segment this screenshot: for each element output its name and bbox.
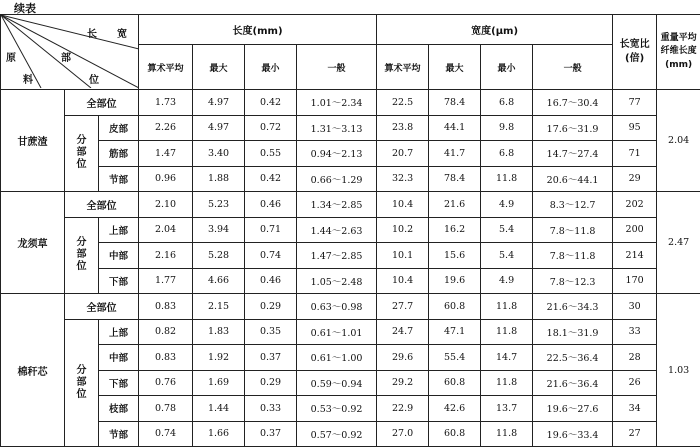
value-cell: 19.6～27.6 [533,396,613,422]
part-label: 皮部 [99,115,139,141]
value-cell: 10.1 [377,243,429,269]
value-cell: 11.8 [481,166,533,192]
corner-label-kuan: 宽 [117,25,127,40]
value-cell: 1.47～2.85 [297,243,377,269]
value-cell: 3.94 [193,217,245,243]
value-cell: 5.4 [481,243,533,269]
table-row [1,370,700,396]
value-cell: 78.4 [429,90,481,116]
value-cell: 7.8～11.8 [533,243,613,269]
table-row [1,141,700,167]
value-cell: 0.61～1.00 [297,345,377,371]
value-cell: 71 [613,141,657,167]
value-cell: 77 [613,90,657,116]
value-cell: 19.6 [429,268,481,294]
value-cell: 33 [613,319,657,345]
value-cell: 1.01～2.34 [297,90,377,116]
value-cell: 7.8～11.8 [533,217,613,243]
value-cell: 5.28 [193,243,245,269]
table-row [1,396,700,422]
value-cell: 0.42 [245,166,297,192]
part-label: 下部 [99,268,139,294]
value-cell: 4.66 [193,268,245,294]
whole-part-label: 全部位 [65,90,139,116]
weight-avg-header-line1: 重量平均 [661,33,697,43]
value-cell: 0.66～1.29 [297,166,377,192]
part-label: 节部 [99,421,139,447]
aspect-ratio-header-line2: (倍) [625,53,644,64]
table-caption: 续表 [14,0,36,16]
value-cell: 29 [613,166,657,192]
value-cell: 55.4 [429,345,481,371]
value-cell: 24.7 [377,319,429,345]
value-cell: 16.7～30.4 [533,90,613,116]
value-cell: 3.40 [193,141,245,167]
corner-label-yuan: 原 [6,49,16,64]
value-cell: 30 [613,294,657,320]
corner-label-wei: 位 [89,71,99,86]
width-group-header: 宽度(μm) [377,15,613,45]
value-cell: 0.76 [139,370,193,396]
length-avg-header: 算术平均 [139,45,193,90]
value-cell: 6.8 [481,141,533,167]
value-cell: 2.26 [139,115,193,141]
value-cell: 2.10 [139,192,193,218]
value-cell: 14.7 [481,345,533,371]
value-cell: 2.16 [139,243,193,269]
value-cell: 27 [613,421,657,447]
part-label: 中部 [99,243,139,269]
width-general-header: 一般 [533,45,613,90]
value-cell: 11.8 [481,421,533,447]
corner-label-bu: 部 [61,49,71,64]
corner-label-liao: 料 [23,71,33,86]
value-cell: 0.78 [139,396,193,422]
value-cell: 6.8 [481,90,533,116]
table-row [1,90,700,116]
value-cell: 0.37 [245,345,297,371]
value-cell: 16.2 [429,217,481,243]
value-cell: 170 [613,268,657,294]
corner-label-chang: 长 [87,25,97,40]
value-cell: 0.71 [245,217,297,243]
value-cell: 1.34～2.85 [297,192,377,218]
value-cell: 2.04 [139,217,193,243]
value-cell: 5.23 [193,192,245,218]
table-row [1,319,700,345]
part-label: 枝部 [99,396,139,422]
value-cell: 0.83 [139,345,193,371]
length-general-header: 一般 [297,45,377,90]
table-row [1,166,700,192]
value-cell: 29.6 [377,345,429,371]
value-cell: 60.8 [429,294,481,320]
value-cell: 4.9 [481,268,533,294]
fiber-morphology-table [0,14,700,447]
value-cell: 0.29 [245,294,297,320]
value-cell: 22.5 [377,90,429,116]
table-row [1,294,700,320]
value-cell: 0.33 [245,396,297,422]
sub-part-group-label: 分部位 [65,217,99,294]
length-min-header: 最小 [245,45,297,90]
value-cell: 23.8 [377,115,429,141]
value-cell: 13.7 [481,396,533,422]
value-cell: 21.6～36.4 [533,370,613,396]
material-name-cell: 甘蔗渣 [1,90,65,192]
value-cell: 22.9 [377,396,429,422]
part-label: 上部 [99,319,139,345]
value-cell: 20.6～44.1 [533,166,613,192]
value-cell: 14.7～27.4 [533,141,613,167]
whole-part-label: 全部位 [65,294,139,320]
value-cell: 7.8～12.3 [533,268,613,294]
aspect-ratio-header [613,15,657,90]
value-cell: 19.6～33.4 [533,421,613,447]
value-cell: 15.6 [429,243,481,269]
part-label: 中部 [99,345,139,371]
value-cell: 1.44 [193,396,245,422]
table-row [1,345,700,371]
table-row [1,268,700,294]
value-cell: 1.69 [193,370,245,396]
value-cell: 1.83 [193,319,245,345]
value-cell: 28 [613,345,657,371]
value-cell: 32.3 [377,166,429,192]
value-cell: 0.46 [245,192,297,218]
value-cell: 95 [613,115,657,141]
part-label: 筋部 [99,141,139,167]
value-cell: 4.97 [193,90,245,116]
table-row [1,243,700,269]
value-cell: 0.29 [245,370,297,396]
length-group-header: 长度(mm) [139,15,377,45]
width-max-header: 最大 [429,45,481,90]
value-cell: 0.35 [245,319,297,345]
value-cell: 1.92 [193,345,245,371]
value-cell: 41.7 [429,141,481,167]
sub-part-group-label: 分部位 [65,319,99,447]
material-name-cell: 棉秆芯 [1,294,65,447]
sub-part-group-label: 分部位 [65,115,99,192]
value-cell: 0.72 [245,115,297,141]
value-cell: 1.44～2.63 [297,217,377,243]
value-cell: 2.15 [193,294,245,320]
table-row [1,192,700,218]
value-cell: 0.96 [139,166,193,192]
value-cell: 0.74 [245,243,297,269]
width-avg-header: 算术平均 [377,45,429,90]
value-cell: 21.6～34.3 [533,294,613,320]
value-cell: 78.4 [429,166,481,192]
value-cell: 17.6～31.9 [533,115,613,141]
value-cell: 11.8 [481,294,533,320]
value-cell: 8.3～12.7 [533,192,613,218]
weight-avg-length-header [657,15,700,90]
value-cell: 21.6 [429,192,481,218]
value-cell: 200 [613,217,657,243]
width-min-header: 最小 [481,45,533,90]
part-label: 下部 [99,370,139,396]
value-cell: 0.46 [245,268,297,294]
aspect-ratio-header-line1: 长宽比 [620,39,650,50]
value-cell: 22.5～36.4 [533,345,613,371]
value-cell: 0.57～0.92 [297,421,377,447]
value-cell: 27.0 [377,421,429,447]
value-cell: 214 [613,243,657,269]
value-cell: 2.47 [657,192,700,294]
value-cell: 26 [613,370,657,396]
value-cell: 10.4 [377,192,429,218]
value-cell: 1.31～3.13 [297,115,377,141]
value-cell: 60.8 [429,370,481,396]
value-cell: 0.42 [245,90,297,116]
value-cell: 1.77 [139,268,193,294]
value-cell: 18.1～31.9 [533,319,613,345]
value-cell: 1.03 [657,294,700,447]
value-cell: 4.9 [481,192,533,218]
table-row [1,115,700,141]
value-cell: 0.74 [139,421,193,447]
value-cell: 11.8 [481,319,533,345]
whole-part-label: 全部位 [65,192,139,218]
weight-avg-header-line2: 纤维长度 [661,46,697,56]
value-cell: 44.1 [429,115,481,141]
value-cell: 0.59～0.94 [297,370,377,396]
value-cell: 60.8 [429,421,481,447]
corner-header-cell [1,15,139,90]
value-cell: 1.47 [139,141,193,167]
value-cell: 20.7 [377,141,429,167]
value-cell: 1.88 [193,166,245,192]
value-cell: 0.83 [139,294,193,320]
value-cell: 0.61～1.01 [297,319,377,345]
value-cell: 5.4 [481,217,533,243]
value-cell: 11.8 [481,370,533,396]
weight-avg-header-line3: (mm) [665,60,692,70]
value-cell: 29.2 [377,370,429,396]
value-cell: 0.37 [245,421,297,447]
value-cell: 9.8 [481,115,533,141]
value-cell: 4.97 [193,115,245,141]
value-cell: 47.1 [429,319,481,345]
value-cell: 10.2 [377,217,429,243]
value-cell: 1.73 [139,90,193,116]
material-name-cell: 龙须草 [1,192,65,294]
value-cell: 1.05～2.48 [297,268,377,294]
value-cell: 34 [613,396,657,422]
value-cell: 10.4 [377,268,429,294]
value-cell: 2.04 [657,90,700,192]
value-cell: 0.53～0.92 [297,396,377,422]
table-row [1,217,700,243]
value-cell: 202 [613,192,657,218]
part-label: 上部 [99,217,139,243]
part-label: 节部 [99,166,139,192]
value-cell: 27.7 [377,294,429,320]
value-cell: 0.94～2.13 [297,141,377,167]
length-max-header: 最大 [193,45,245,90]
value-cell: 0.55 [245,141,297,167]
value-cell: 0.82 [139,319,193,345]
value-cell: 42.6 [429,396,481,422]
value-cell: 1.66 [193,421,245,447]
value-cell: 0.63～0.98 [297,294,377,320]
